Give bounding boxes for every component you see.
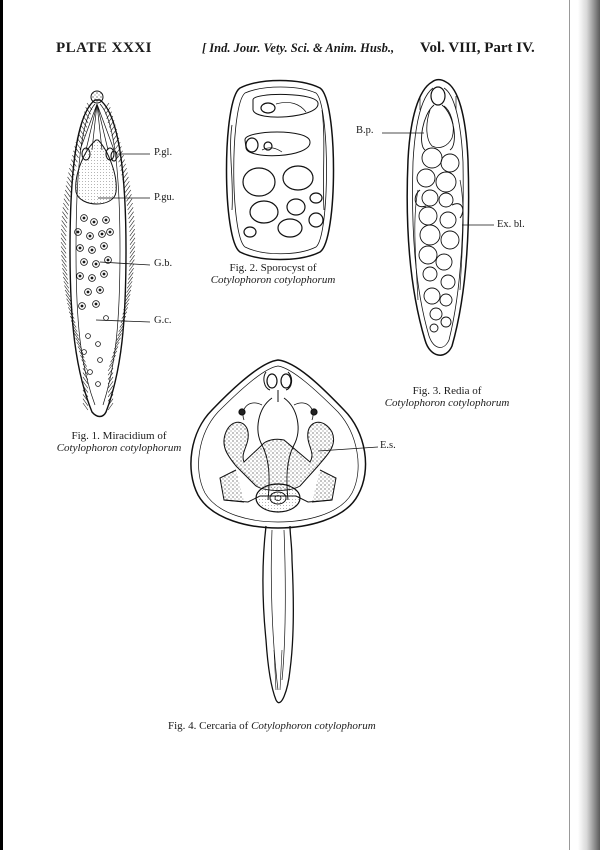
label-gb: G.b. [154, 258, 173, 269]
volume-part: Vol. VIII, Part IV. [420, 40, 535, 56]
fig2-caption [198, 262, 348, 286]
fig3-caption [372, 385, 522, 409]
fig1-miracidium-drawing [61, 91, 135, 417]
fig3-caption-line1: Fig. 3. Redia of [412, 385, 482, 397]
fig2-caption-line2: Cotylophoron cotylophorum [210, 274, 336, 286]
label-pgl: P.gl. [154, 147, 173, 158]
fig2-sporocyst-drawing [227, 81, 334, 260]
label-bp: B.p. [356, 125, 374, 136]
label-es: E.s. [380, 440, 396, 451]
fig3-caption-line2: Cotylophoron cotylophorum [384, 397, 510, 409]
fig1-caption-line2: Cotylophoron cotylophorum [56, 442, 182, 454]
fig1-caption-line1: Fig. 1. Miracidium of [71, 430, 167, 442]
fig3-redia-drawing [407, 80, 468, 355]
fig1-caption [44, 430, 194, 454]
journal-citation: [ Ind. Jour. Vety. Sci. & Anim. Husb., [202, 41, 395, 55]
label-gc: G.c. [154, 315, 172, 326]
fig4-cercaria-drawing [191, 360, 366, 703]
fig4-caption-line2: Cotylophoron cotylophorum [251, 720, 376, 732]
fig3-germ-balls [417, 148, 459, 332]
fig4-caption [168, 720, 408, 732]
plate-title: PLATE XXXI [56, 40, 152, 56]
label-exbl: Ex. bl. [497, 219, 525, 230]
fig2-caption-line1: Fig. 2. Sporocyst of [229, 262, 317, 274]
fig4-caption-line1: Fig. 4. Cercaria of [168, 720, 249, 732]
label-pgu: P.gu. [154, 192, 175, 203]
fig1-germ-balls [75, 215, 114, 387]
